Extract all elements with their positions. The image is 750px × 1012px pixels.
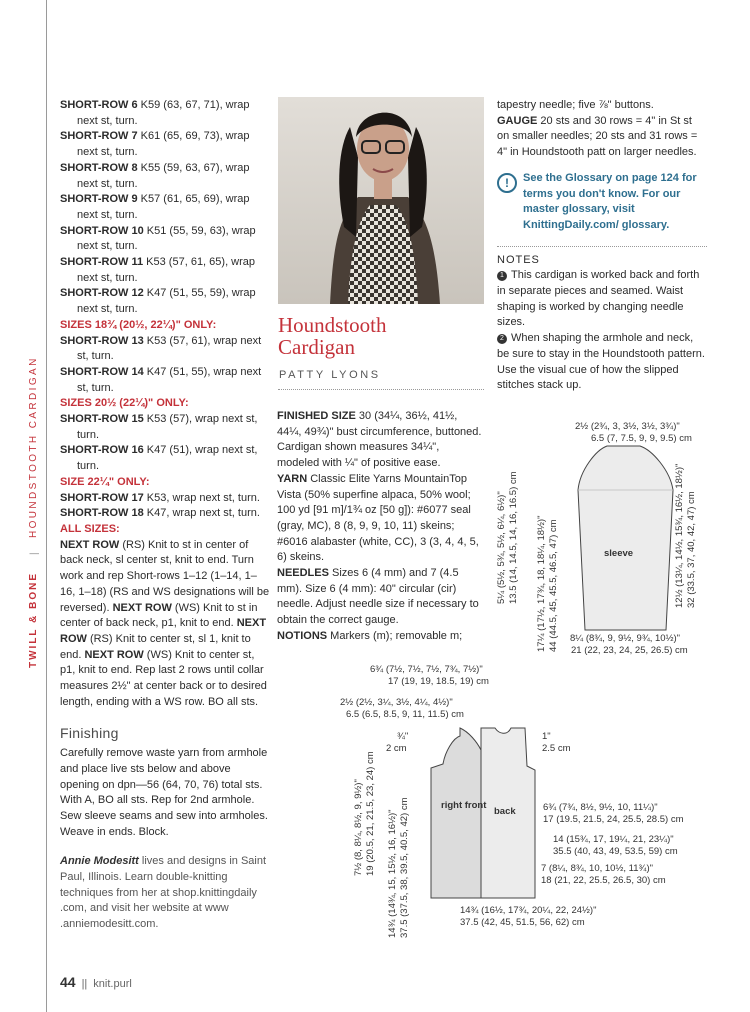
notions-continued: tapestry needle; five ⅞" buttons. (497, 99, 654, 111)
short-row-item (60, 98, 272, 129)
glossary-callout (497, 171, 707, 234)
next-row-label: NEXT ROW (60, 538, 120, 551)
all-sizes-paragraph (60, 538, 272, 711)
short-row-label: ALL SIZES: (60, 522, 120, 535)
back-neck-in: 1" (542, 731, 551, 742)
yarn-label: YARN (277, 472, 308, 485)
short-row-item (60, 412, 272, 443)
bust-width-cm: 35.5 (40, 43, 49, 53.5, 59) cm (553, 846, 678, 857)
bio-name: Annie Modesitt (60, 855, 139, 868)
title-line-2: Cardigan (278, 335, 355, 359)
next-row-label: NEXT ROW (60, 617, 267, 645)
gauge-text: 20 sts and 30 rows = 4" in St st on smaller needles; 20 sts and 31 rows = 4" in Houndstooth patt on larger needles. (497, 114, 698, 159)
needles (277, 566, 482, 629)
short-row-label: SIZE 22¼" ONLY: (60, 475, 150, 488)
hem-width-in: 7 (8¼, 8¾, 10, 10½, 11¾)" (541, 863, 653, 874)
exclamation-icon: ! (497, 173, 517, 193)
short-row-label: SIZES 18¾ (20½, 22¼)" ONLY: (60, 318, 217, 331)
instructions-column (60, 98, 272, 933)
neck-drop-in: ¾" (397, 731, 409, 742)
note-1 (497, 268, 707, 331)
sleeve-upper-cm: 32 (33.5, 37, 40, 42, 47) cm (686, 491, 697, 608)
short-row-item (60, 224, 272, 255)
sleeve-cap-cm: 13.5 (14, 14.5, 14, 16, 16.5) cm (508, 471, 519, 604)
short-row-label: SHORT-ROW 7 (60, 130, 138, 143)
short-row-text: K53 (57, 61, 65), wrap next st, turn. (77, 256, 256, 284)
short-row-label: SHORT-ROW 11 (60, 256, 144, 269)
side-length-cm: 37.5 (37.5, 38, 39.5, 40.5, 42) cm (399, 797, 410, 938)
bullet-icon: 1 (497, 271, 507, 281)
sleeve-schematic (570, 440, 680, 640)
short-row-item (60, 192, 272, 223)
short-row-text: K61 (65, 69, 73), wrap next st, turn. (77, 130, 250, 159)
page-number: 44 (60, 974, 76, 990)
short-row-text: K53 (57), wrap next st, turn. (77, 413, 258, 441)
finished-size-label: FINISHED SIZE (277, 410, 356, 422)
needles-text: Sizes 6 (4 mm) and 7 (4.5 mm). Size 6 (4 mm): 40" circular (cir) needle. Adjust needle size if necessary to obtain the correct gauge. (277, 567, 479, 627)
sleeve-length-in: 17¼ (17½, 17¾, 18, 18¼, 18½)" (536, 515, 547, 652)
short-row-text: K47, wrap next st, turn. (143, 507, 260, 520)
short-row-item (60, 129, 272, 160)
designer-byline: PATTY LYONS (279, 369, 381, 381)
notes-heading: NOTES (497, 253, 540, 266)
short-row-text: K53 (57, 61), wrap next st, turn. (77, 334, 262, 363)
sleeve-cuff-in: 8¼ (8¾, 9, 9½, 9¾, 10½)" (570, 633, 681, 644)
short-row-label: SHORT-ROW 13 (60, 334, 144, 347)
gauge-notes-column (497, 98, 707, 394)
side-length-in: 14¾ (14¾, 15, 15½, 16, 16½)" (387, 809, 398, 938)
bullet-icon: 2 (497, 334, 507, 344)
short-row-text: K47 (51), wrap next st, turn. (77, 444, 258, 473)
notions (277, 629, 482, 645)
title-line-1: Houndstooth (278, 313, 387, 337)
armhole-depth-in: 7½ (8, 8¼, 8½, 9, 9½)" (353, 779, 364, 876)
short-row-label: SHORT-ROW 16 (60, 444, 144, 457)
finishing-heading: Finishing (60, 725, 119, 742)
byline-rule (278, 389, 484, 390)
short-row-text: K53, wrap next st, turn. (143, 491, 260, 504)
footer-separator: || (81, 978, 88, 990)
notes-rule (497, 246, 707, 247)
short-row-item (60, 161, 272, 192)
note-2 (497, 331, 707, 394)
short-row-label: SHORT-ROW 9 (60, 193, 138, 206)
sleeve-cuff-cm: 21 (22, 23, 24, 25, 26.5) cm (571, 645, 688, 656)
short-row-text: K59 (63, 67, 71), wrap next st, turn. (77, 99, 250, 127)
short-row-text: K55 (59, 63, 67), wrap next st, turn. (77, 161, 250, 190)
note-2-text: When shaping the armhole and neck, be sure to stay in the Houndstooth pattern. Use the visual cue of how the slipped stitches stack up. (497, 332, 705, 392)
sleeve-length-cm: 44 (44.5, 45, 45.5, 46.5, 47) cm (548, 519, 559, 652)
model-photo (278, 97, 484, 304)
next-row-text: (RS) Knit to st in center of back neck, sl center st, knit to end. Turn work and rep Short-rows 1–12 (1–14, 1–16, 1–18) (RS and WS designations will be reversed). (60, 538, 270, 614)
short-row-label: SHORT-ROW 17 (60, 491, 144, 504)
designer-bio (60, 854, 272, 933)
hem-width-cm: 18 (21, 22, 25.5, 26.5, 30) cm (541, 875, 666, 886)
next-row-text: (RS) Knit to center st, sl 1, knit to end. (60, 632, 251, 661)
model-photo-illustration (278, 97, 484, 304)
page-footer (60, 974, 132, 990)
body-width-in: 14¾ (16½, 17¾, 20¼, 22, 24½)" (460, 905, 597, 916)
sleeve-label: sleeve (604, 548, 634, 559)
neck-width-cm: 6.5 (6.5, 8.5, 9, 11, 11.5) cm (346, 709, 464, 720)
short-row-text: K47 (51, 55), wrap next st, turn. (77, 365, 262, 394)
short-row-item (60, 318, 272, 334)
body-width-cm: 37.5 (42, 45, 51.5, 56, 62) cm (460, 917, 585, 928)
short-row-item (60, 443, 272, 474)
notions-text: Markers (m); removable m; (327, 629, 463, 642)
front-width-in: 6¾ (7¾, 8½, 9½, 10, 11¼)" (543, 802, 658, 813)
pattern-title (278, 314, 387, 358)
neck-width-in: 2½ (2½, 3¼, 3½, 4¼, 4½)" (340, 697, 453, 708)
shoulder-in: 6¾ (7½, 7½, 7½, 7¾, 7½)" (370, 664, 483, 675)
yarn (277, 472, 482, 566)
running-head-section: TWILL & BONE (28, 571, 39, 668)
short-row-list (60, 98, 272, 538)
short-row-item (60, 396, 272, 412)
running-head (28, 356, 40, 670)
sleeve-top-width-cm: 6.5 (7, 7.5, 9, 9, 9.5) cm (591, 433, 692, 444)
materials-column (277, 409, 482, 645)
short-row-label: SHORT-ROW 14 (60, 365, 144, 378)
short-row-item (60, 286, 272, 317)
short-row-item (60, 365, 272, 396)
finished-size-text: 30 (34¼, 36½, 41½, 44¼, 49¾)" bust circumference, buttoned. Cardigan shown measures 34¼", modeled with ¼" of positive ease. (277, 410, 482, 470)
running-head-title: HOUNDSTOOTH CARDIGAN (28, 356, 39, 538)
bust-width-in: 14 (15¾, 17, 19¼, 21, 23¼)" (553, 834, 674, 845)
left-margin-rule (46, 0, 47, 1012)
finishing-text: Carefully remove waste yarn from armhole and place live sts below and above opening on dpn—56 (64, 70, 76) total sts. With A, BO all sts. Rep for 2nd armhole. Sew sleeve seams and sew into armholes. Weave in ends. Block. (60, 747, 268, 838)
sleeve-top-in: 2½ (2¾, 3, 3½, 3½, 3¾)" (575, 421, 680, 432)
next-row-text: (WS) Knit to st in center of back neck, p1, knit to end. (60, 601, 258, 630)
gauge (497, 114, 707, 161)
running-head-separator: | (29, 550, 40, 555)
short-row-text: K51 (55, 59, 63), wrap next st, turn. (77, 224, 256, 253)
sleeve-upper-in: 12½ (13¼, 14½, 15¾, 16½, 18½)" (674, 463, 685, 608)
next-row-label: NEXT ROW (112, 601, 172, 614)
short-row-item (60, 255, 272, 286)
front-width-cm: 17 (19.5, 21.5, 24, 25.5, 28.5) cm (543, 814, 684, 825)
note-1-text: This cardigan is worked back and forth in separate pieces and seamed. Waist shaping is worked by changing needle sizes. (497, 269, 700, 329)
short-row-item (60, 522, 272, 538)
sleeve-top-width (575, 421, 680, 432)
right-front-label: right front (441, 800, 487, 811)
gauge-label: GAUGE (497, 114, 538, 127)
short-row-item (60, 475, 272, 491)
next-row-label: NEXT ROW (84, 648, 144, 661)
short-row-label: SHORT-ROW 6 (60, 99, 138, 111)
bio-text: lives and designs in Saint Paul, Illinois. Learn double-knitting techniques from her at shop.knittingdaily .com, and visit her website at www .anniemodesitt.com. (60, 855, 267, 931)
sleeve-cap-in: 5¼ (5½, 5¾, 5½, 6¼, 6½)" (496, 491, 507, 604)
short-row-item (60, 334, 272, 365)
short-row-label: SHORT-ROW 15 (60, 413, 144, 426)
back-label: back (494, 806, 516, 817)
needles-label: NEEDLES (277, 567, 329, 580)
notions-label: NOTIONS (277, 629, 328, 642)
short-row-item (60, 506, 272, 522)
body-schematic (415, 722, 545, 902)
next-row-text: (WS) Knit to center st, p1, knit to end. Rep last 2 rows until collar measures 2½" at center back or to desired length, ending with a WS row. BO all sts. (60, 648, 267, 708)
short-row-text: K57 (61, 65, 69), wrap next st, turn. (77, 193, 250, 221)
shoulder-cm: 17 (19, 19, 18.5, 19) cm (388, 676, 489, 687)
glossary-text[interactable]: See the Glossary on page 124 for terms you don't know. For our master glossary, visit KnittingDaily.com/ glossary. (523, 171, 697, 231)
yarn-text: Classic Elite Yarns MountainTop Vista (50% superfine alpaca, 50% wool; 100 yd [91 m]/1¾ oz [50 g]): #6077 seal (gray, MC), 8 (8, 9, 9, 10, 11) skeins; #6016 alabaster (white, CC), 3 (3, 4, 4, 5, 6) skeins. (277, 472, 479, 564)
short-row-label: SHORT-ROW 12 (60, 287, 144, 300)
short-row-label: SHORT-ROW 8 (60, 161, 138, 174)
back-neck-cm: 2.5 cm (542, 743, 571, 754)
short-row-label: SIZES 20½ (22¼)" ONLY: (60, 397, 189, 410)
finished-size (277, 409, 482, 472)
short-row-label: SHORT-ROW 10 (60, 224, 144, 237)
short-row-label: SHORT-ROW 18 (60, 507, 144, 520)
armhole-depth-cm: 19 (20.5, 21, 21.5, 23, 24) cm (365, 751, 376, 876)
neck-drop-cm: 2 cm (386, 743, 407, 754)
magazine-name: knit.purl (93, 978, 132, 990)
short-row-text: K47 (51, 55, 59), wrap next st, turn. (77, 287, 256, 316)
short-row-item (60, 491, 272, 507)
